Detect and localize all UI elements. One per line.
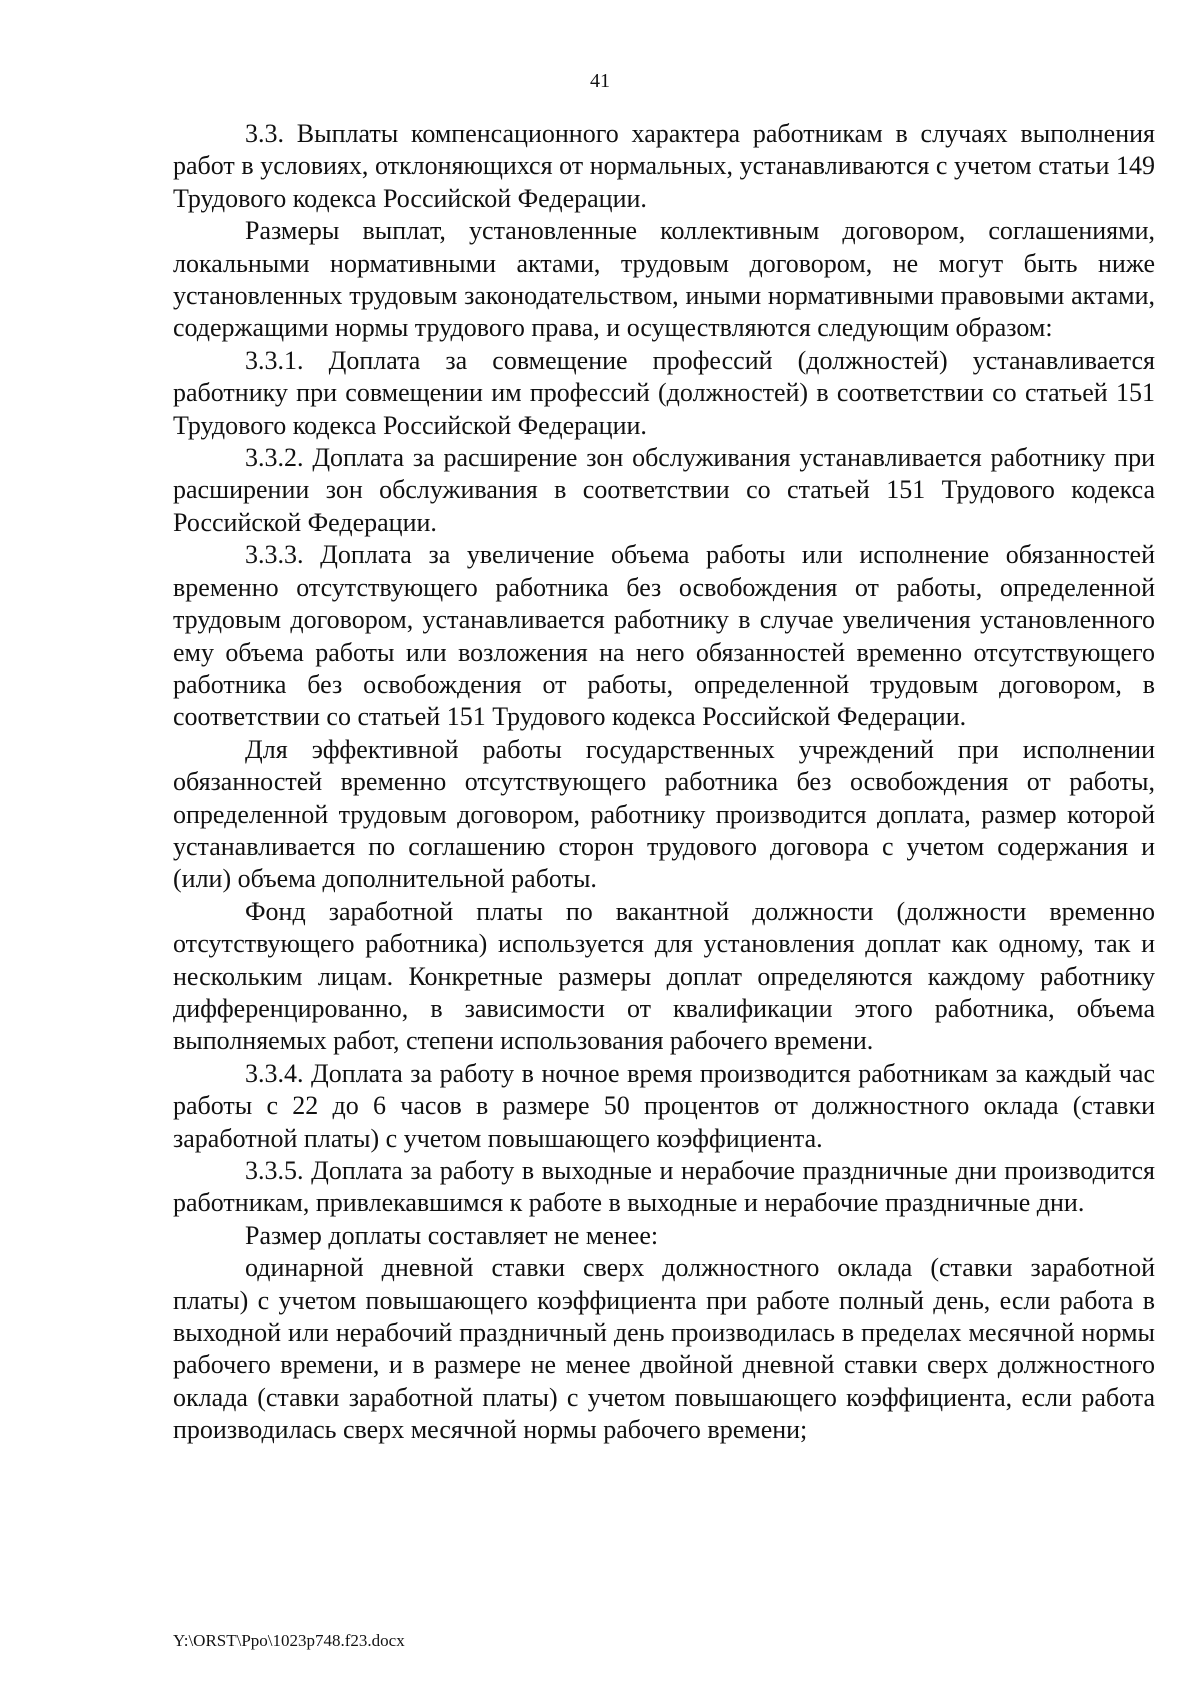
paragraph-3-3-3: 3.3.3. Доплата за увеличение объема работы или исполнение обязанностей временно отсутствующего работника без освобождения от работы, определенной трудовым договором, устанавливается работнику в случае увеличения установленного ему объема работы или возложения на него обязанностей временно отсутствующего работника без освобождения от работы, определенной трудовым договором, в соответствии со статьей 151 Трудового кодекса Российской Федерации. [173,540,1155,732]
footer-file-path: Y:\ORST\Ppo\1023p748.f23.docx [173,1631,405,1650]
paragraph-3-3-2: 3.3.2. Доплата за расширение зон обслуживания устанавливается работнику при расширении зон обслуживания в соответствии со статьей 151 Трудового кодекса Российской Федерации. [173,443,1155,537]
paragraph-3-3-1: 3.3.1. Доплата за совмещение профессий (должностей) устанавливается работнику при совмещении им профессий (должностей) в соответствии со статьей 151 Трудового кодекса Российской Федерации. [173,345,1155,440]
paragraph-3-3-4: 3.3.4. Доплата за работу в ночное время производится работникам за каждый час работы с 22 до 6 часов в размере 50 процентов от должностного оклада (ставки заработной платы) с учетом повышающего коэффициента. [173,1058,1155,1153]
document-body [173,118,1155,1447]
paragraph-payment-sizes: Размеры выплат, установленные коллективным договором, соглашениями, локальными нормативными актами, трудовым договором, не могут быть ниже установленных трудовым законодательством, иными нормативными правовыми актами, содержащими нормы трудового права, и осуществляются следующим образом: [173,216,1155,343]
paragraph-payment-minimum: Размер доплаты составляет не менее: [245,1220,659,1250]
paragraph-salary-fund: Фонд заработной платы по вакантной должности (должности временно отсутствующего работника) используется для установления доплат как одному, так и нескольким лицам. Конкретные размеры доплат определяются каждому работнику дифференцированно, в зависимости от квалификации этого работника, объема выполняемых работ, степени использования рабочего времени. [173,896,1155,1056]
page-number: 41 [590,70,610,92]
paragraph-3-3-5: 3.3.5. Доплата за работу в выходные и нерабочие праздничные дни производится работникам, привлекавшимся к работе в выходные и нерабочие праздничные дни. [173,1156,1155,1218]
paragraph-single-rate: одинарной дневной ставки сверх должностного оклада (ставки заработной платы) с учетом повышающего коэффициента при работе полный день, если работа в выходной или нерабочий праздничный день производилась в пределах месячной нормы рабочего времени, и в размере не менее двойной дневной ставки сверх должностного оклада (ставки заработной платы) с учетом повышающего коэффициента, если работа производилась сверх месячной нормы рабочего времени; [173,1253,1155,1445]
paragraph-3-3: 3.3. Выплаты компенсационного характера работникам в случаях выполнения работ в условиях, отклоняющихся от нормальных, устанавливаются с учетом статьи 149 Трудового кодекса Российской Федерации. [173,119,1155,213]
paragraph-effective-work: Для эффективной работы государственных учреждений при исполнении обязанностей временно отсутствующего работника без освобождения от работы, определенной трудовым договором, работнику производится доплата, размер которой устанавливается по соглашению сторон трудового договора с учетом содержания и (или) объема дополнительной работы. [173,734,1155,894]
